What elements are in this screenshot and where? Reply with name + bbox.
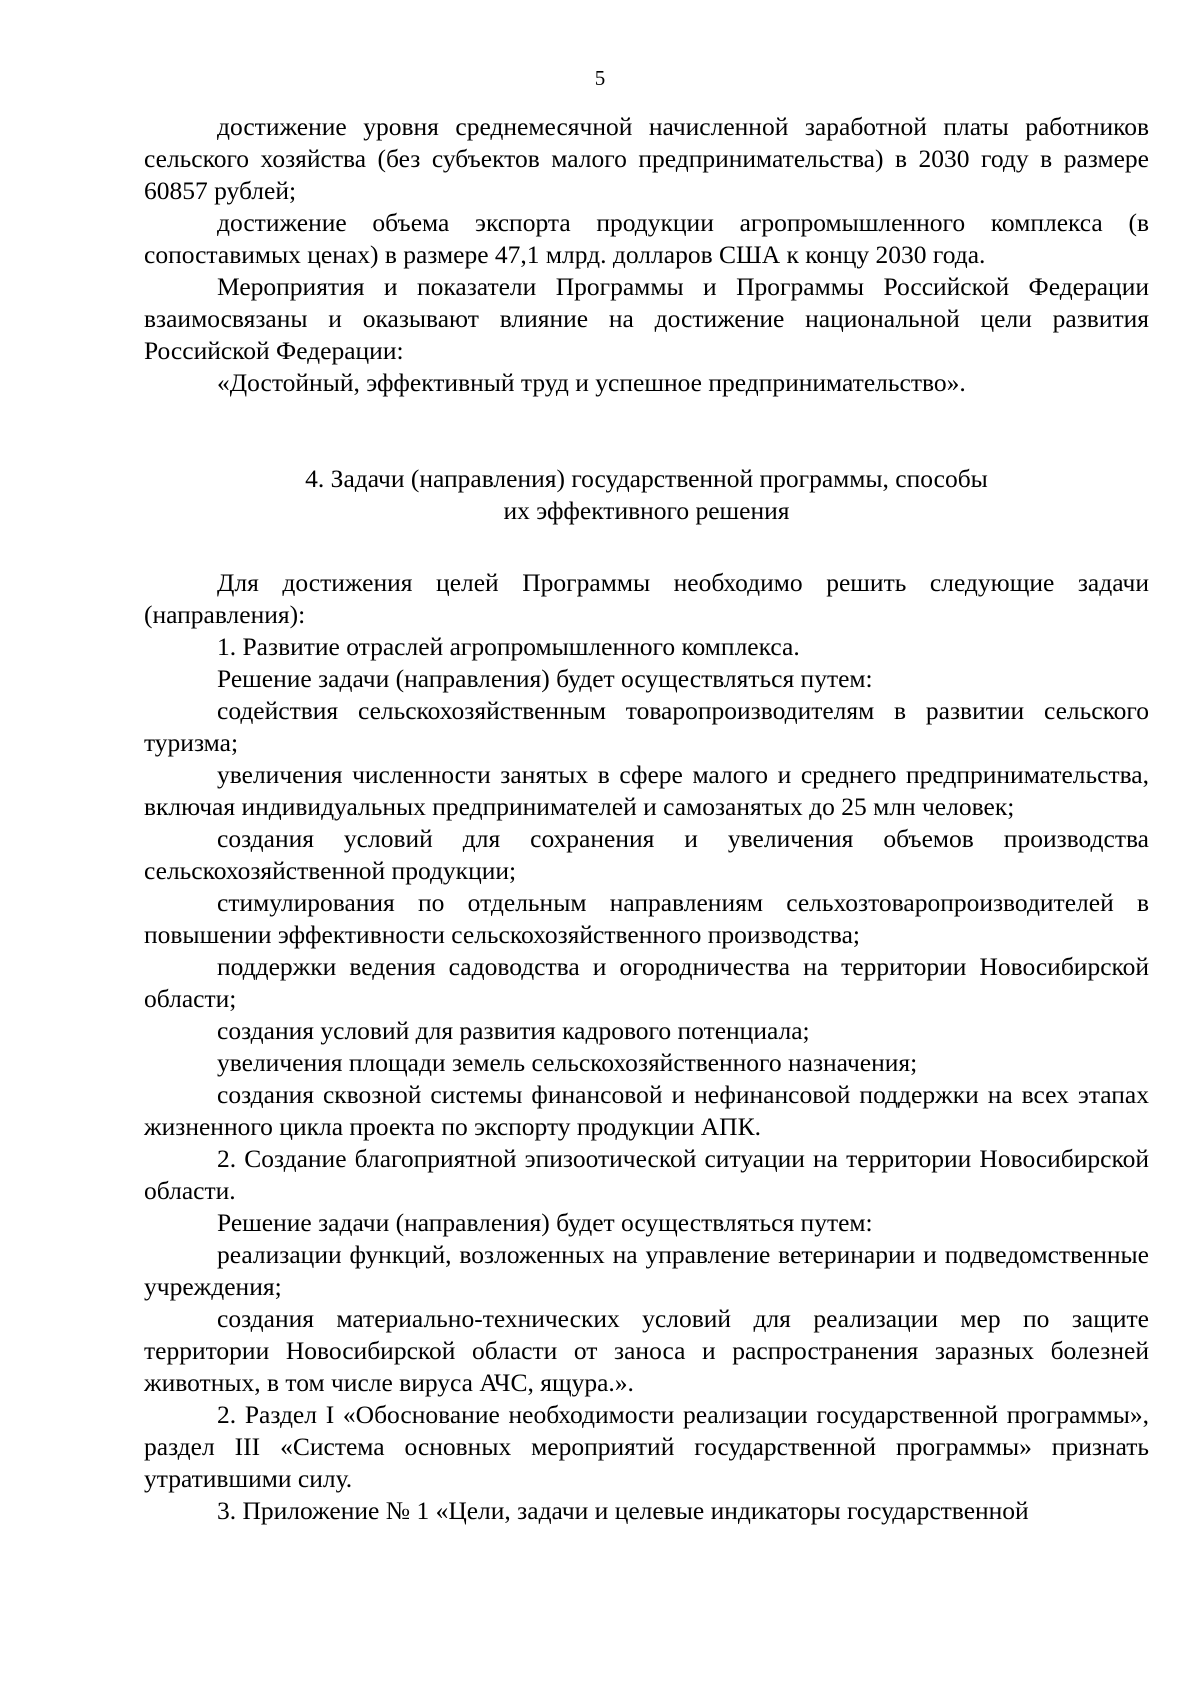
spacer (144, 399, 1149, 463)
clause: 2. Раздел I «Обоснование необходимости реализации государственной программы», раздел III «Система основных мероприятий государственной программы» признать утратившими силу. (144, 1400, 1149, 1493)
paragraph: достижение объема экспорта продукции агропромышленного комплекса (в сопоставимых ценах) в размере 47,1 млрд. долларов США к концу 2030 года. (144, 208, 1149, 269)
list-item: создания сквозной системы финансовой и нефинансовой поддержки на всех этапах жизненного цикла проекта по экспорту продукции АПК. (144, 1080, 1149, 1141)
quote-paragraph: «Достойный, эффективный труд и успешное предпринимательство». (217, 368, 966, 397)
paragraph: Для достижения целей Программы необходимо решить следующие задачи (направления): (144, 568, 1149, 629)
list-item: реализации функций, возложенных на управление ветеринарии и подведомственные учреждения; (144, 1240, 1149, 1301)
list-item: поддержки ведения садоводства и огородничества на территории Новосибирской области; (144, 952, 1149, 1013)
clause: 3. Приложение № 1 «Цели, задачи и целевые индикаторы государственной (217, 1496, 1029, 1525)
list-item: увеличения численности занятых в сфере малого и среднего предпринимательства, включая индивидуальных предпринимателей и самозанятых до 25 млн человек; (144, 760, 1149, 821)
list-item: создания условий для сохранения и увеличения объемов производства сельскохозяйственной продукции; (144, 824, 1149, 885)
list-item: создания условий для развития кадрового потенциала; (217, 1016, 810, 1045)
list-item: содействия сельскохозяйственным товаропроизводителям в развитии сельского туризма; (144, 696, 1149, 757)
list-item: увеличения площади земель сельскохозяйственного назначения; (217, 1048, 918, 1077)
paragraph: Мероприятия и показатели Программы и Программы Российской Федерации взаимосвязаны и оказывают влияние на достижение национальной цели развития Российской Федерации: (144, 272, 1149, 365)
task-heading: 1. Развитие отраслей агропромышленного комплекса. (217, 632, 800, 661)
paragraph: Решение задачи (направления) будет осуществляться путем: (217, 664, 873, 693)
paragraph: достижение уровня среднемесячной начисленной заработной платы работников сельского хозяйства (без субъектов малого предпринимательства) в 2030 году в размере 60857 рублей; (144, 112, 1149, 205)
task-heading: 2. Создание благоприятной эпизоотической ситуации на территории Новосибирской области. (144, 1144, 1149, 1205)
section-heading-line-1: 4. Задачи (направления) государственной программы, способы (305, 464, 988, 493)
page-number: 5 (594, 66, 606, 90)
list-item: создания материально-технических условий для реализации мер по защите территории Новосибирской области от заноса и распространения заразных болезней животных, в том числе вируса АЧС, ящура.». (144, 1304, 1149, 1397)
document-body (144, 111, 1149, 1527)
section-heading-line-2: их эффективного решения (503, 496, 790, 525)
paragraph: Решение задачи (направления) будет осуществляться путем: (217, 1208, 873, 1237)
spacer (144, 527, 1149, 567)
list-item: стимулирования по отдельным направлениям сельхозтоваропроизводителей в повышении эффективности сельскохозяйственного производства; (144, 888, 1149, 949)
